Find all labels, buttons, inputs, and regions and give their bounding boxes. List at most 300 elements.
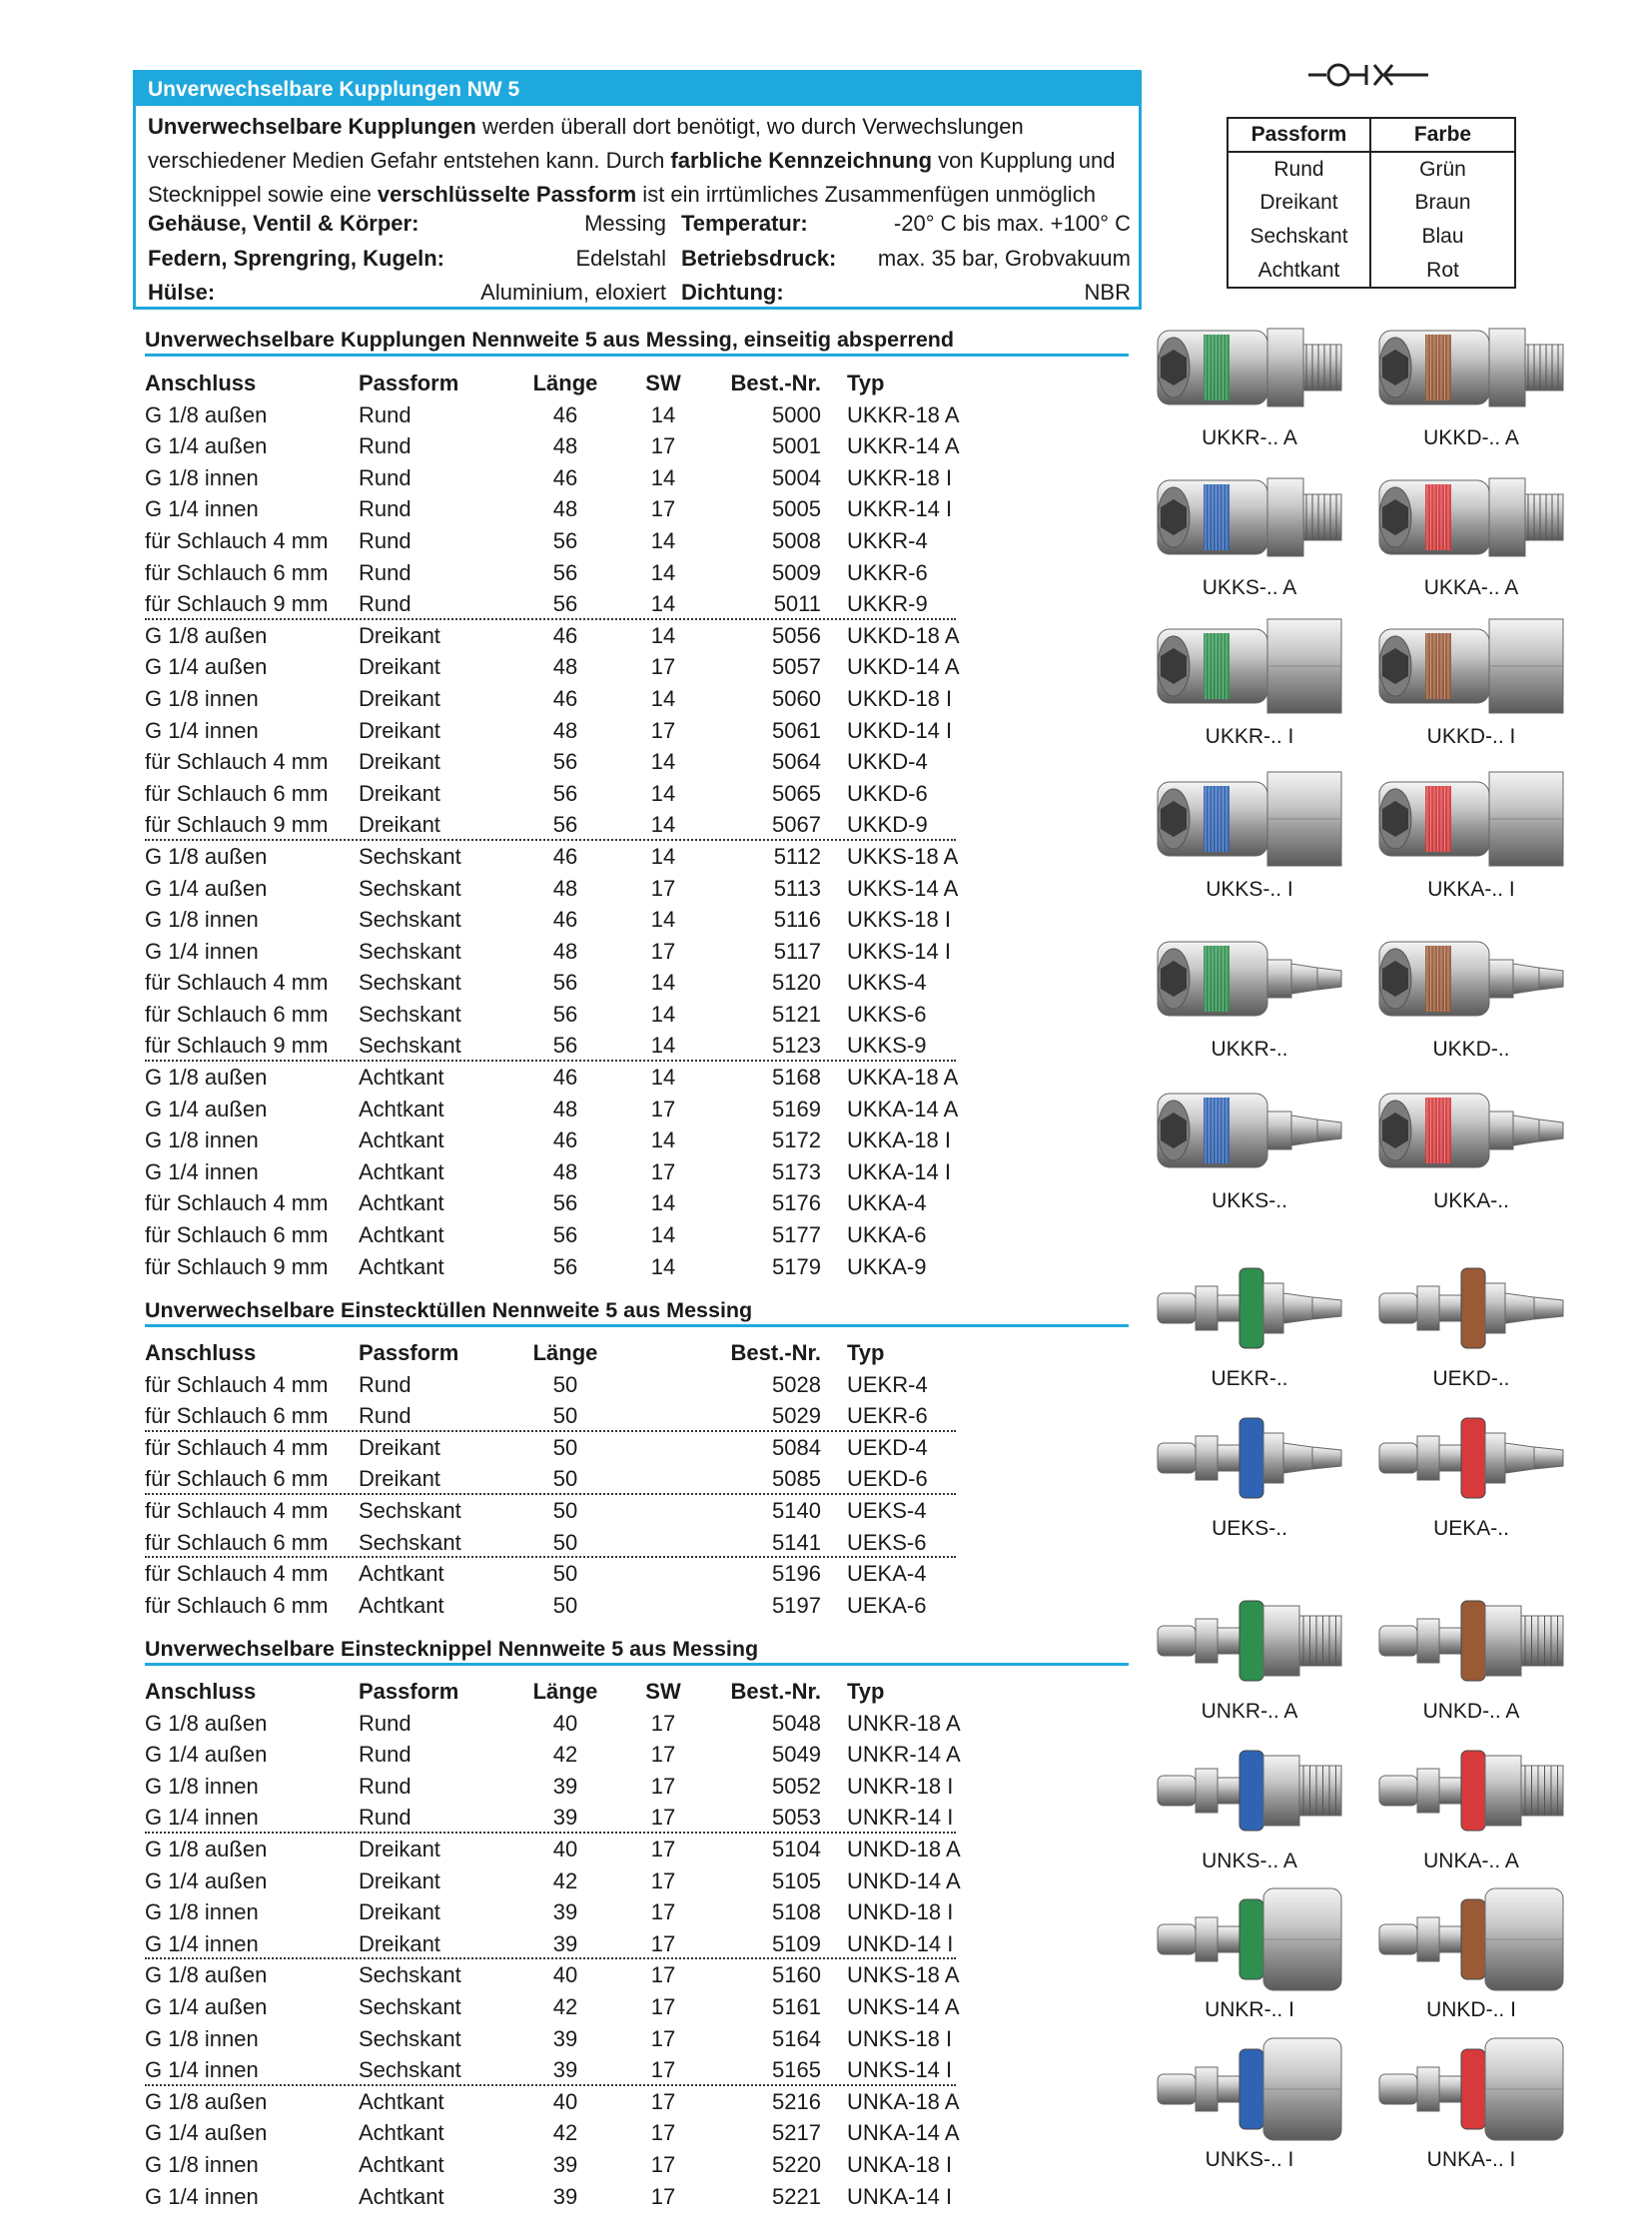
cell-typ: UKKS-9 — [847, 1033, 927, 1059]
cell-anschluss: für Schlauch 4 mm — [145, 1434, 329, 1460]
cell-anschluss: für Schlauch 6 mm — [145, 1529, 329, 1555]
cell-best-nr: 5067 — [772, 812, 821, 838]
header-laenge: Länge — [532, 1679, 598, 1704]
cell-sw: 14 — [650, 527, 676, 553]
table-row — [145, 651, 1004, 683]
cell-typ: UKKR-14 I — [847, 496, 953, 522]
spec-label: Gehäuse, Ventil & Körper: — [148, 211, 419, 236]
cell-sw: 14 — [650, 559, 676, 585]
table-row — [145, 1865, 1004, 1897]
cell-best-nr: 5169 — [772, 1096, 821, 1121]
cell-sw: 14 — [650, 780, 676, 806]
table-row — [145, 2023, 1004, 2055]
coupling-female-icon — [1150, 764, 1349, 874]
cell-sw: 17 — [650, 1773, 676, 1799]
table-row — [145, 430, 1004, 462]
product-coupling-hose — [1371, 1076, 1571, 1213]
cell-typ: UKKA-14 I — [847, 1158, 951, 1184]
plug-female-icon — [1150, 1884, 1349, 1994]
cell-passform: Dreikant — [359, 749, 440, 775]
cell-best-nr: 5000 — [772, 401, 821, 427]
cell-typ: UNKS-14 I — [847, 2057, 953, 2083]
product-label: UEKA-.. — [1433, 1517, 1509, 1540]
cell-anschluss: für Schlauch 6 mm — [145, 1466, 329, 1492]
cell-passform: Rund — [359, 1371, 412, 1397]
coupling-female-icon — [1150, 611, 1349, 721]
cell-sw: 17 — [650, 1993, 676, 2019]
table-row — [145, 1495, 1004, 1527]
cell-best-nr: 5172 — [772, 1127, 821, 1153]
cell-passform: Achtkant — [359, 1158, 444, 1184]
product-coupling-female — [1150, 611, 1349, 749]
product-coupling-male — [1371, 313, 1571, 450]
cell-best-nr: 5197 — [772, 1592, 821, 1618]
cell-passform: Dreikant — [359, 1899, 440, 1925]
spec-value: NBR — [1084, 280, 1131, 305]
product-label: UKKA-.. — [1433, 1189, 1509, 1212]
cell-typ: UKKD-18 I — [847, 685, 953, 711]
cell-best-nr: 5179 — [772, 1253, 821, 1279]
cell-laenge: 56 — [552, 780, 578, 806]
cell-anschluss: G 1/4 außen — [145, 433, 268, 459]
table-row — [145, 1991, 1004, 2023]
product-coupling-male — [1150, 313, 1349, 450]
cell-sw: 14 — [650, 591, 676, 617]
table-header — [145, 368, 1004, 399]
plug-hose-icon — [1371, 1403, 1571, 1513]
cell-laenge: 50 — [552, 1434, 578, 1460]
cell-typ: UKKS-18 I — [847, 907, 951, 933]
cell-sw: 14 — [650, 464, 676, 490]
cell-typ: UKKS-18 A — [847, 843, 959, 869]
cell-passform: Achtkant — [359, 1190, 444, 1216]
cell-anschluss: G 1/4 innen — [145, 2057, 259, 2083]
cell-typ: UKKD-14 I — [847, 717, 953, 743]
info-box-text — [136, 106, 1139, 212]
cell-best-nr: 5053 — [772, 1805, 821, 1831]
product-label: UNKA-.. A — [1423, 1850, 1519, 1872]
cell-laenge: 50 — [552, 1371, 578, 1397]
cell-anschluss: für Schlauch 4 mm — [145, 527, 329, 553]
info-text-bold-2: farbliche Kennzeichnung — [670, 148, 933, 173]
cell-passform: Rund — [359, 527, 412, 553]
cell-anschluss: G 1/4 innen — [145, 2183, 259, 2209]
cell-best-nr: 5009 — [772, 559, 821, 585]
cell-best-nr: 5176 — [772, 1190, 821, 1216]
cell-typ: UNKS-18 I — [847, 2025, 953, 2051]
cell-passform: Dreikant — [359, 1434, 440, 1460]
table-row — [145, 1400, 1004, 1432]
spec-value: Messing — [584, 211, 666, 236]
table-row — [145, 683, 1004, 715]
cell-typ: UNKS-18 A — [847, 1962, 960, 1988]
product-label: UKKS-.. I — [1206, 878, 1293, 901]
cell-anschluss: G 1/4 außen — [145, 875, 268, 901]
farbe-cell: Grün — [1419, 157, 1466, 181]
kupplungen-table — [145, 368, 1004, 1282]
cell-laenge: 39 — [552, 2025, 578, 2051]
header-laenge: Länge — [532, 371, 598, 395]
table-row — [145, 1094, 1004, 1125]
cell-typ: UKKA-14 A — [847, 1096, 959, 1121]
table-row — [145, 1432, 1004, 1464]
product-label: UKKR-.. I — [1205, 725, 1294, 748]
cell-best-nr: 5113 — [773, 875, 821, 901]
cell-anschluss: für Schlauch 9 mm — [145, 591, 329, 617]
spec-label: Betriebsdruck: — [681, 246, 837, 271]
cell-anschluss: für Schlauch 4 mm — [145, 1371, 329, 1397]
cell-anschluss: G 1/8 innen — [145, 907, 259, 933]
cell-sw: 14 — [650, 907, 676, 933]
table-row — [145, 1369, 1004, 1401]
cell-sw: 17 — [650, 654, 676, 680]
cell-laenge: 40 — [552, 1710, 578, 1736]
farbe-cell: Blau — [1421, 225, 1464, 248]
cell-passform: Rund — [359, 464, 412, 490]
passform-cell: Rund — [1228, 152, 1370, 186]
cell-passform: Sechskant — [359, 843, 461, 869]
product-label: UEKR-.. — [1211, 1367, 1288, 1390]
cell-laenge: 39 — [552, 1773, 578, 1799]
cell-best-nr: 5160 — [772, 1962, 821, 1988]
spec-label: Hülse: — [148, 280, 216, 305]
cell-best-nr: 5085 — [772, 1466, 821, 1492]
farbe-header: Farbe — [1370, 118, 1515, 152]
cell-typ: UKKR-9 — [847, 591, 928, 617]
cell-best-nr: 5049 — [772, 1742, 821, 1768]
table-row — [145, 557, 1004, 589]
table-row — [145, 525, 1004, 557]
product-plug-female — [1371, 1884, 1571, 2022]
cell-passform: Rund — [359, 401, 412, 427]
table-row — [145, 1527, 1004, 1559]
header-sw: SW — [645, 1679, 681, 1704]
cell-passform: Rund — [359, 1805, 412, 1831]
cell-laenge: 56 — [552, 749, 578, 775]
cell-anschluss: G 1/8 innen — [145, 2025, 259, 2051]
cell-laenge: 56 — [552, 812, 578, 838]
header-anschluss: Anschluss — [145, 1340, 257, 1365]
product-plug-hose — [1371, 1253, 1571, 1391]
cell-anschluss: G 1/8 außen — [145, 1710, 268, 1736]
cell-passform: Rund — [359, 1403, 412, 1429]
cell-laenge: 46 — [552, 685, 578, 711]
cell-laenge: 39 — [552, 2183, 578, 2209]
product-coupling-hose — [1150, 924, 1349, 1062]
cell-sw: 17 — [650, 1836, 676, 1862]
cell-sw: 17 — [650, 1710, 676, 1736]
table-row — [145, 2149, 1004, 2181]
cell-anschluss: G 1/8 innen — [145, 1773, 259, 1799]
table-row — [145, 1771, 1004, 1803]
cell-typ: UKKR-18 I — [847, 464, 953, 490]
table-row — [145, 904, 1004, 936]
cell-sw: 17 — [650, 1899, 676, 1925]
product-plug-female — [1150, 1884, 1349, 2022]
cell-laenge: 56 — [552, 970, 578, 996]
table-row — [145, 936, 1004, 968]
cell-anschluss: G 1/4 außen — [145, 654, 268, 680]
product-plug-hose — [1150, 1403, 1349, 1541]
cell-typ: UKKR-6 — [847, 559, 928, 585]
cell-passform: Dreikant — [359, 1836, 440, 1862]
cell-sw: 17 — [650, 717, 676, 743]
cell-sw: 17 — [650, 1962, 676, 1988]
spec-value: -20° C bis max. +100° C — [893, 211, 1131, 236]
cell-sw: 14 — [650, 1222, 676, 1248]
cell-sw: 17 — [650, 433, 676, 459]
cell-laenge: 39 — [552, 2151, 578, 2177]
info-text-3: ist ein irrtümliches Zusammenfügen unmöglich — [636, 182, 1096, 207]
cell-sw: 17 — [650, 1930, 676, 1956]
table-row — [145, 1896, 1004, 1928]
table-row — [145, 999, 1004, 1031]
cell-laenge: 48 — [552, 875, 578, 901]
cell-laenge: 42 — [552, 1993, 578, 2019]
passform-row — [1228, 152, 1515, 186]
cell-sw: 14 — [650, 685, 676, 711]
cell-typ: UKKA-9 — [847, 1253, 927, 1279]
einstecktuellen-table — [145, 1337, 1004, 1621]
cell-typ: UKKA-6 — [847, 1222, 927, 1248]
table-row — [145, 778, 1004, 810]
cell-laenge: 46 — [552, 907, 578, 933]
coupling-hose-icon — [1371, 1076, 1571, 1185]
cell-passform: Dreikant — [359, 1930, 440, 1956]
cell-anschluss: G 1/8 außen — [145, 401, 268, 427]
cell-typ: UKKD-18 A — [847, 622, 960, 648]
product-plug-male — [1371, 1586, 1571, 1724]
spec-label: Federn, Sprengring, Kugeln: — [148, 246, 445, 271]
cell-laenge: 39 — [552, 1930, 578, 1956]
table-row — [145, 1708, 1004, 1740]
header-typ: Typ — [847, 1679, 885, 1704]
table-header — [145, 1337, 1004, 1369]
coupling-hose-icon — [1371, 924, 1571, 1034]
header-anschluss: Anschluss — [145, 371, 257, 395]
cell-passform: Achtkant — [359, 1253, 444, 1279]
cell-best-nr: 5104 — [772, 1836, 821, 1862]
cell-laenge: 50 — [552, 1466, 578, 1492]
cell-passform: Sechskant — [359, 970, 461, 996]
cell-laenge: 50 — [552, 1497, 578, 1523]
table-row — [145, 715, 1004, 747]
cell-sw: 17 — [650, 1867, 676, 1893]
coupling-hose-icon — [1150, 924, 1349, 1034]
cell-laenge: 40 — [552, 2088, 578, 2114]
cell-anschluss: G 1/8 innen — [145, 1127, 259, 1153]
passform-table — [1227, 117, 1516, 289]
info-text-1: werden überall dort benötigt, wo durch Verwechslungen verschiedener Medien Gefahr entstehen kann. Durch — [148, 114, 1024, 173]
cell-anschluss: G 1/4 innen — [145, 1930, 259, 1956]
cell-typ: UEKS-4 — [847, 1497, 927, 1523]
table-row — [145, 2054, 1004, 2086]
cell-laenge: 56 — [552, 1033, 578, 1059]
cell-laenge: 42 — [552, 2120, 578, 2146]
product-label: UNKS-.. A — [1202, 1850, 1297, 1872]
cell-best-nr: 5084 — [772, 1434, 821, 1460]
header-sw: SW — [645, 371, 681, 395]
header-passform: Passform — [359, 1340, 459, 1365]
cell-typ: UNKD-18 A — [847, 1836, 961, 1862]
cell-laenge: 50 — [552, 1403, 578, 1429]
cell-best-nr: 5029 — [772, 1403, 821, 1429]
cell-laenge: 56 — [552, 559, 578, 585]
cell-sw: 17 — [650, 2088, 676, 2114]
cell-sw: 14 — [650, 1001, 676, 1027]
cell-best-nr: 5108 — [772, 1899, 821, 1925]
cell-anschluss: G 1/8 außen — [145, 1065, 268, 1091]
table-row — [145, 746, 1004, 778]
cell-passform: Achtkant — [359, 1561, 444, 1587]
cell-anschluss: G 1/8 außen — [145, 1962, 268, 1988]
cell-passform: Rund — [359, 1742, 412, 1768]
info-text-bold-1: Unverwechselbare Kupplungen — [148, 114, 476, 139]
cell-best-nr: 5011 — [773, 591, 821, 617]
table-header — [145, 1676, 1004, 1708]
cell-passform: Dreikant — [359, 685, 440, 711]
passform-header: Passform — [1228, 118, 1370, 152]
product-plug-hose — [1371, 1403, 1571, 1541]
cell-anschluss: G 1/4 innen — [145, 1805, 259, 1831]
cell-laenge: 46 — [552, 1127, 578, 1153]
cell-typ: UKKS-14 A — [847, 875, 959, 901]
cell-best-nr: 5112 — [773, 843, 821, 869]
product-label: UNKD-.. I — [1426, 1998, 1516, 2021]
cell-sw: 14 — [650, 622, 676, 648]
cell-passform: Dreikant — [359, 1867, 440, 1893]
cell-passform: Sechskant — [359, 1497, 461, 1523]
cell-anschluss: für Schlauch 4 mm — [145, 970, 329, 996]
passform-row — [1228, 186, 1515, 220]
product-plug-hose — [1150, 1253, 1349, 1391]
product-label: UNKS-.. I — [1205, 2148, 1294, 2171]
einstecknippel-table — [145, 1676, 1004, 2212]
cell-best-nr: 5065 — [772, 780, 821, 806]
cell-best-nr: 5105 — [772, 1867, 821, 1893]
table-row — [145, 620, 1004, 652]
product-plug-male — [1150, 1736, 1349, 1873]
cell-passform: Dreikant — [359, 622, 440, 648]
cell-passform: Rund — [359, 591, 412, 617]
plug-female-icon — [1371, 2034, 1571, 2144]
table-row — [145, 1062, 1004, 1094]
cell-anschluss: für Schlauch 6 mm — [145, 1001, 329, 1027]
cell-best-nr: 5221 — [772, 2183, 821, 2209]
cell-laenge: 56 — [552, 527, 578, 553]
cell-anschluss: G 1/8 innen — [145, 2151, 259, 2177]
cell-passform: Rund — [359, 433, 412, 459]
cell-typ: UNKD-18 I — [847, 1899, 954, 1925]
cell-best-nr: 5141 — [772, 1529, 821, 1555]
section-title-einstecknippel: Unverwechselbare Einstecknippel Nennweite 5 aus Messing — [145, 1634, 1129, 1666]
table-row — [145, 1928, 1004, 1960]
cell-passform: Achtkant — [359, 1096, 444, 1121]
product-plug-male — [1371, 1736, 1571, 1873]
plug-female-icon — [1371, 1884, 1571, 1994]
table-row — [145, 1802, 1004, 1834]
cell-passform: Achtkant — [359, 1592, 444, 1618]
cell-best-nr: 5164 — [772, 2025, 821, 2051]
header-anschluss: Anschluss — [145, 1679, 257, 1704]
cell-passform: Sechskant — [359, 875, 461, 901]
product-coupling-female — [1150, 764, 1349, 902]
cell-sw: 17 — [650, 938, 676, 964]
cell-typ: UKKA-18 A — [847, 1065, 959, 1091]
product-plug-female — [1371, 2034, 1571, 2172]
cell-anschluss: für Schlauch 6 mm — [145, 559, 329, 585]
cell-best-nr: 5140 — [772, 1497, 821, 1523]
cell-laenge: 46 — [552, 1065, 578, 1091]
spec-value: max. 35 bar, Grobvakuum — [877, 246, 1131, 271]
cell-passform: Sechskant — [359, 2025, 461, 2051]
cell-typ: UKKR-4 — [847, 527, 928, 553]
table-row — [145, 841, 1004, 873]
passform-row — [1228, 254, 1515, 288]
table-row — [145, 967, 1004, 999]
product-coupling-hose — [1150, 1076, 1349, 1213]
cell-sw: 14 — [650, 749, 676, 775]
cell-laenge: 42 — [552, 1867, 578, 1893]
passform-cell: Sechskant — [1228, 220, 1370, 254]
cell-passform: Achtkant — [359, 1127, 444, 1153]
plug-hose-icon — [1150, 1403, 1349, 1513]
table-row — [145, 1251, 1004, 1283]
cell-sw: 17 — [650, 1096, 676, 1121]
cell-passform: Dreikant — [359, 1466, 440, 1492]
passform-cell: Dreikant — [1228, 186, 1370, 220]
cell-laenge: 56 — [552, 1001, 578, 1027]
cell-best-nr: 5173 — [772, 1158, 821, 1184]
cell-best-nr: 5056 — [772, 622, 821, 648]
cell-passform: Sechskant — [359, 1962, 461, 1988]
cell-anschluss: G 1/8 außen — [145, 843, 268, 869]
cell-passform: Rund — [359, 1710, 412, 1736]
cell-anschluss: G 1/4 außen — [145, 1096, 268, 1121]
cell-laenge: 48 — [552, 717, 578, 743]
product-coupling-hose — [1371, 924, 1571, 1062]
spec-row — [148, 206, 1131, 241]
product-coupling-female — [1371, 764, 1571, 902]
cell-best-nr: 5123 — [772, 1033, 821, 1059]
cell-typ: UKKR-14 A — [847, 433, 960, 459]
cell-best-nr: 5057 — [772, 654, 821, 680]
cell-typ: UKKS-14 I — [847, 938, 951, 964]
cell-laenge: 50 — [552, 1529, 578, 1555]
cell-best-nr: 5052 — [772, 1773, 821, 1799]
table-row — [145, 1558, 1004, 1590]
table-row — [145, 1156, 1004, 1188]
cell-passform: Achtkant — [359, 1222, 444, 1248]
cell-laenge: 39 — [552, 2057, 578, 2083]
cell-typ: UEKD-6 — [847, 1466, 928, 1492]
header-typ: Typ — [847, 371, 885, 395]
cell-sw: 14 — [650, 1253, 676, 1279]
spec-value: Aluminium, eloxiert — [480, 280, 666, 305]
product-coupling-female — [1371, 611, 1571, 749]
cell-sw: 17 — [650, 875, 676, 901]
cell-passform: Sechskant — [359, 938, 461, 964]
header-best-nr: Best.-Nr. — [730, 1340, 821, 1365]
cell-best-nr: 5048 — [772, 1710, 821, 1736]
cell-best-nr: 5001 — [772, 433, 821, 459]
cell-anschluss: für Schlauch 4 mm — [145, 1190, 329, 1216]
table-row — [145, 2117, 1004, 2149]
cell-passform: Sechskant — [359, 1033, 461, 1059]
cell-anschluss: G 1/8 außen — [145, 622, 268, 648]
cell-best-nr: 5161 — [772, 1993, 821, 2019]
cell-laenge: 50 — [552, 1592, 578, 1618]
